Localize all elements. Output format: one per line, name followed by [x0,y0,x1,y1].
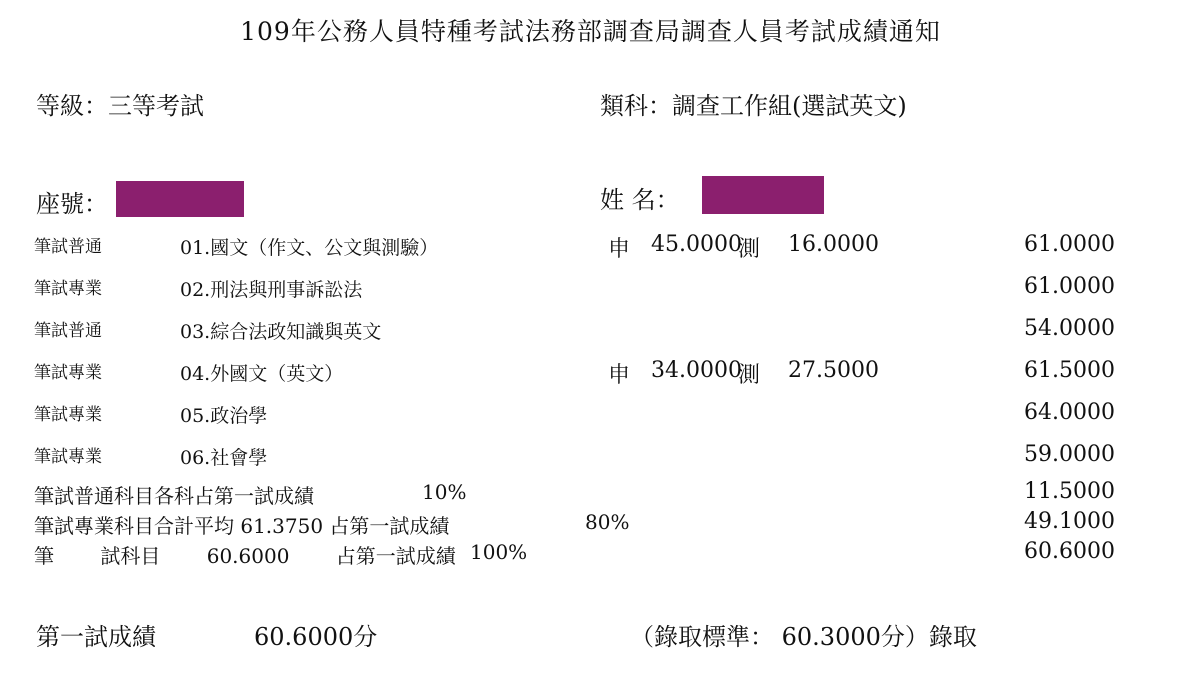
subject-score: 59.0000 [1024,442,1115,467]
subject-essay-score: 45.0000 [651,232,742,257]
subject-name: 02.刑法與刑事訴訟法 [180,279,363,301]
subject-name: 03.綜合法政知識與英文 [180,321,382,343]
summary-text: 筆試普通科目各科占第一試成績 [34,484,314,508]
seat-redaction [116,181,244,217]
result-label: 第一試成績 [36,623,156,651]
summary-text: 筆試專業科目合計平均 61.3750 占第一試成績 [34,514,450,538]
subject-name: 05.政治學 [180,405,268,427]
subject-type: 筆試專業 [34,447,102,467]
subject-name: 04.外國文（英文） [180,363,344,385]
admission-standard: （錄取標準： 60.3000分）錄取 [630,623,977,651]
subject-type: 筆試普通 [34,237,102,257]
summary-percent: 100% [470,540,528,564]
subject-name: 06.社會學 [180,447,268,469]
summary-score: 60.6000 [1024,539,1115,564]
summary-percent: 10% [422,480,467,504]
subject-score: 61.5000 [1024,358,1115,383]
seat-label: 座號： [36,190,108,218]
summary-text: 筆 試科目 60.6000 占第一試成績 [34,544,456,568]
subject-type: 筆試專業 [34,405,102,425]
summary-score: 49.1000 [1024,509,1115,534]
subject-type: 筆試專業 [34,363,102,383]
subject-essay-mark: 申 [608,237,631,262]
subject-score: 54.0000 [1024,316,1115,341]
level-label: 等級：三等考試 [36,92,204,120]
subject-type: 筆試普通 [34,321,102,341]
subject-score: 61.0000 [1024,274,1115,299]
subject-test-mark: 測 [738,363,761,388]
summary-percent: 80% [585,510,630,534]
subject-essay-score: 34.0000 [651,358,742,383]
subject-score: 64.0000 [1024,400,1115,425]
name-label: 姓 名： [600,186,680,214]
subject-test-score: 27.5000 [788,358,879,383]
subject-type: 筆試專業 [34,279,102,299]
subject-test-mark: 測 [738,237,761,262]
document-title: 109年公務人員特種考試法務部調查局調查人員考試成績通知 [240,17,941,46]
subject-test-score: 16.0000 [788,232,879,257]
subject-name: 01.國文（作文、公文與測驗） [180,237,439,259]
name-redaction [702,176,824,214]
subject-score: 61.0000 [1024,232,1115,257]
summary-score: 11.5000 [1024,479,1115,504]
subject-essay-mark: 申 [608,363,631,388]
category-label: 類科：調查工作組(選試英文) [600,92,907,120]
result-value: 60.6000分 [254,623,378,651]
